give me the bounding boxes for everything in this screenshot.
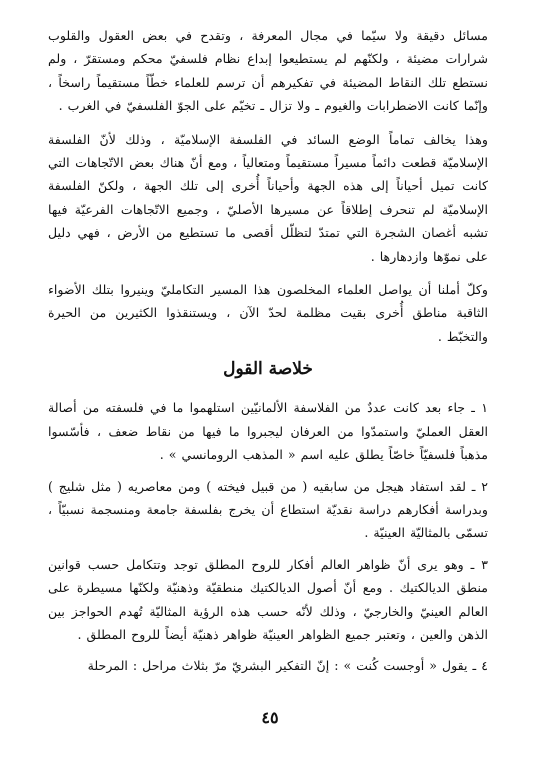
numbered-paragraph: ٢ ـ لقد استفاد هيجل من سابقيه ( من قبيل فيخته ) ومن معاصريه ( مثل شليج ) وبدراسة أفكارهم دراسة نقديّة استطاع أن يخرج بفلسفة جامعة ومنسجمة نسبيّاً ، تسمّى بالمثاليّة العينيّة . xyxy=(48,478,488,541)
numbered-paragraph: ٤ ـ يقول « أوجست كُنت » : إنّ التفكير البشريّ مرّ بثلاث مراحل : المرحلة xyxy=(87,658,488,674)
section-heading: خلاصة القول xyxy=(223,359,313,380)
paragraph: وكلّ أملنا أن يواصل العلماء المخلصون هذا المسير التكامليّ وينيروا بتلك الأضواء الثاقبة مناطق أُخرى بقيت مظلمة لحدّ الآن ، ويستنقذوا الكثيرين من الحيرة والتخبّط . xyxy=(48,282,488,344)
paragraph: مسائل دقيقة ولا سيّما في مجال المعرفة ، وتقدح في بعض العقول والقلوب شرارات مضيئة ، ولكنّهم لم يستطيعوا إبداع نظام فلسفيّ محكم ومستقرّ ، ولم نستطع تلك النقاط المضيئة في تفكيرهم أن ترسم للعلماء خطّاً مستقيماً راسخاً ، وإنّما كانت الاضطرابات والغيوم ـ ولا تزال ـ تخيّم على الجوّ الفلسفيّ في الغرب . xyxy=(48,28,488,114)
paragraph: وهذا يخالف تماماً الوضع السائد في الفلسفة الإسلاميّة ، وذلك لأنّ الفلسفة الإسلاميّة قطعت دائماً مسيراً مستقيماً ومتعالياً ، ومع أنّ هناك بعض الاتّجاهات التي كانت تميل أحياناً إلى هذه الجهة وأحياناً أُخرى إلى تلك الجهة ، ولكنّ الفلسفة الإسلاميّة لم تنحرف إطلاقاً عن مسيرها الأصليّ ، وجميع الاتّجاهات الفرعيّة فيها تشبه أغصان الشجرة التي تمتدّ لتظلّل أقصى ما تستطيع من الأرض ، فهي دليل على نموّها وازدهارها . xyxy=(48,131,488,264)
numbered-paragraph: ٣ ـ وهو يرى أنّ ظواهر العالم أفكار للروح المطلق توجد وتتكامل حسب قوانين منطق الديالكتيك . ومع أنّ أصول الديالكتيك منطقيّة وذهنيّة ولكنّها مسيطرة على العالم العينيّ والخارجيّ ، وذلك لأنّه حسب هذه الرؤية المثاليّة تُهدم الحواجز بين الذهن والعين ، وتعتبر جميع الظواهر العينيّة ظواهر ذهنيّة أيضاً للروح المطلق . xyxy=(48,556,488,642)
numbered-paragraph: ١ ـ جاء بعد كانت عددٌ من الفلاسفة الألمانيّين استلهموا ما في فلسفته من أصالة العقل العمليّ واستمدّوا من العرفان ليجبروا ما فيها من نقاط ضعف ، فأسّسوا مذهباً فلسفيّاً خاصّاً يطلق عليه اسم « المذهب الرومانسي » . xyxy=(48,400,488,463)
page-number: ٤٥ xyxy=(261,708,279,727)
